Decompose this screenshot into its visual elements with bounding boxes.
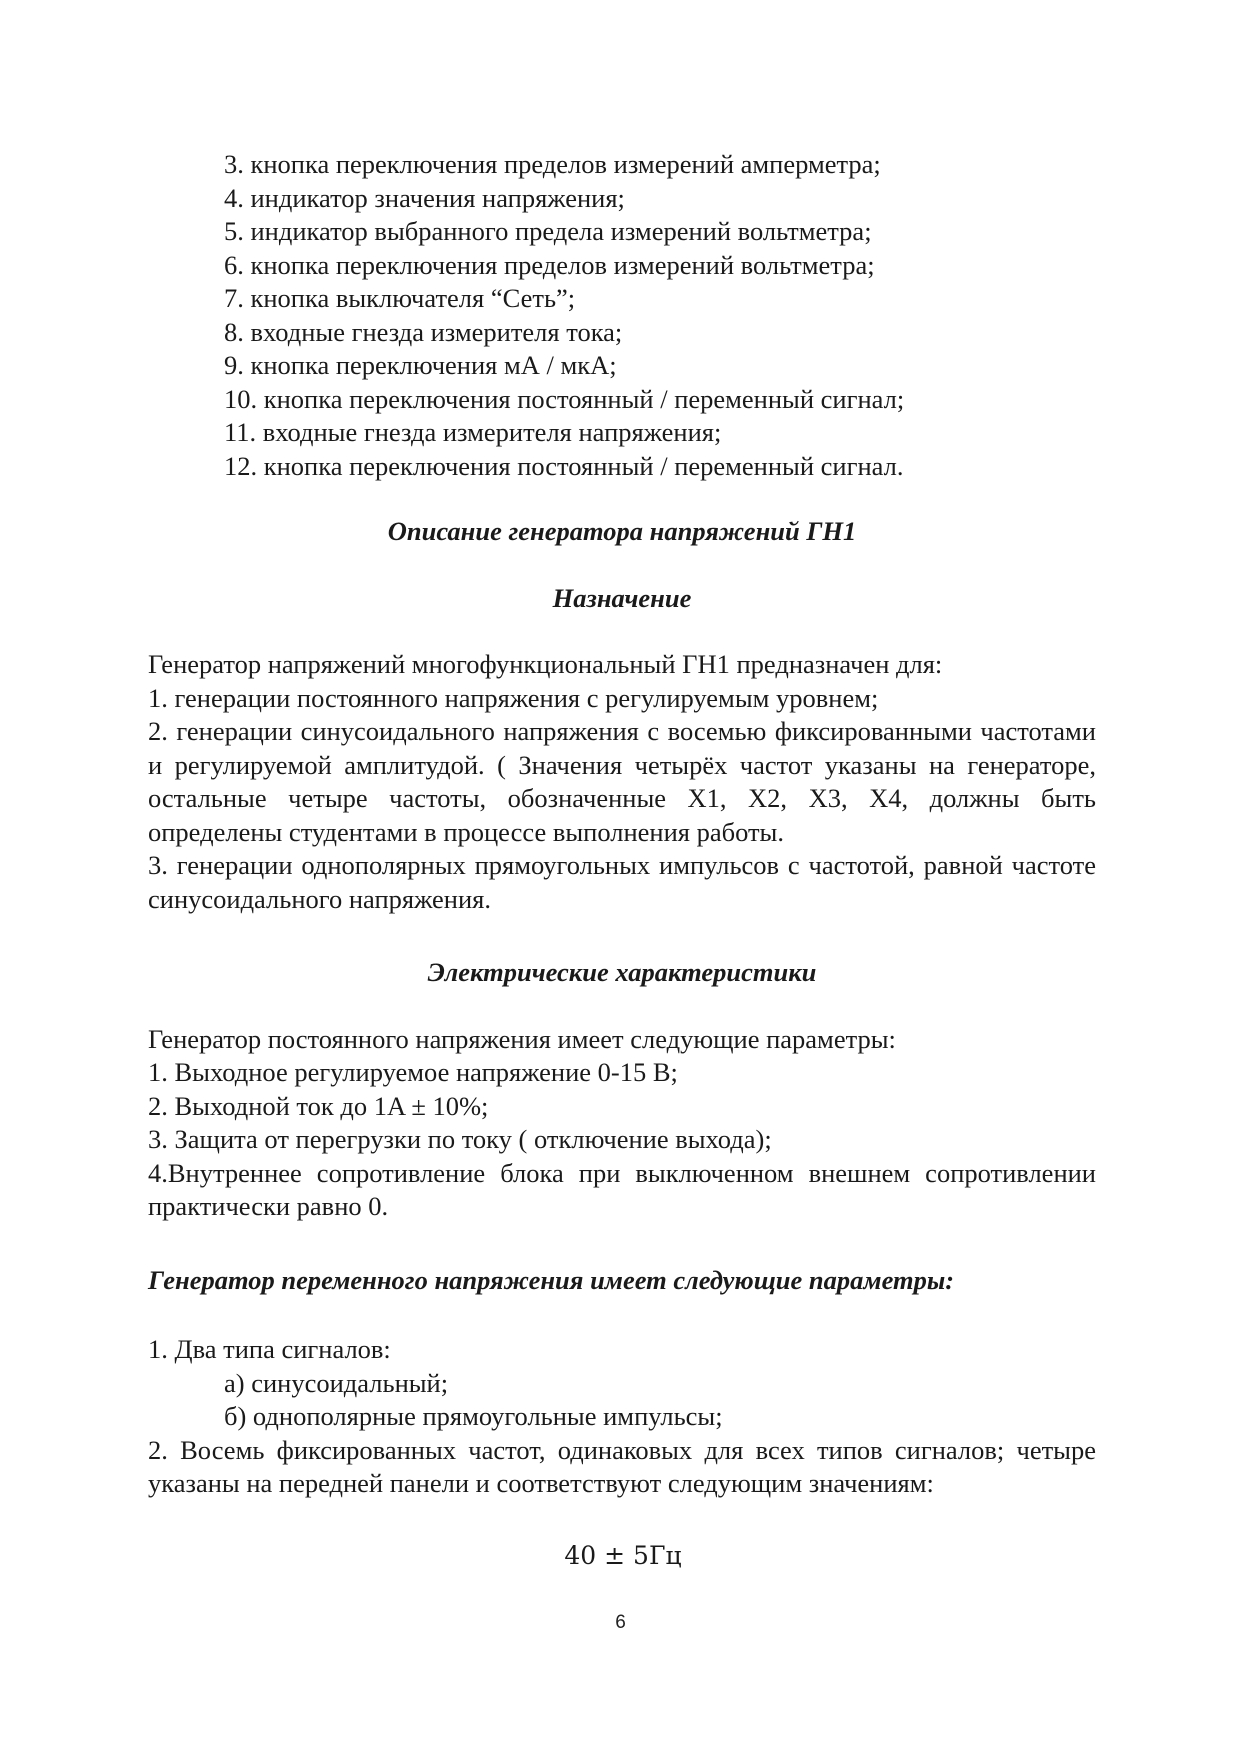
electric-item-2: 2. Выходной ток до 1A ± 10%; [148,1090,489,1121]
electric-intro: Генератор постоянного напряжения имеет следующие параметры: [148,1023,896,1054]
electric-item-1: 1. Выходное регулируемое напряжение 0-15 В; [148,1057,678,1087]
generator-heading: Описание генератора напряжений ГН1 [387,516,857,546]
component-list [224,148,1096,483]
page-content [148,148,1096,1597]
purpose-item-1: 1. генерации постоянного напряжения с регулируемым уровнем; [148,682,879,713]
list-item: 5. индикатор выбранного предела измерений вольтметра; [224,216,872,246]
list-item: 3. кнопка переключения пределов измерений амперметра; [224,149,881,179]
electric-item-4: 4.Внутреннее сопротивление блока при выключенном внешнем сопротивлении практически равно 0. [148,1157,1096,1221]
list-item: 6. кнопка переключения пределов измерений вольтметра; [224,249,875,280]
list-item: 12. кнопка переключения постоянный / переменный сигнал. [224,450,904,481]
purpose-heading: Назначение [552,582,692,613]
purpose-intro: Генератор напряжений многофункциональный ГН1 предназначен для: [148,649,943,679]
alt-item-1b: б) однополярные прямоугольные импульсы; [224,1401,723,1431]
list-item: 4. индикатор значения напряжения; [224,182,625,213]
purpose-item-3: 3. генерации однополярных прямоугольных импульсов с частотой, равной частоте синусоидального напряжения. [148,850,1096,914]
list-item: 7. кнопка выключателя “Сеть”; [224,283,576,313]
alt-generator-heading: Генератор переменного напряжения имеет следующие параметры: [148,1264,955,1295]
alt-item-2: 2. Восемь фиксированных частот, одинаковых для всех типов сигналов; четыре указаны на передней панели и соответствуют следующим значениям: [148,1434,1096,1498]
alt-item-1: 1. Два типа сигналов: [148,1334,391,1364]
list-item: 8. входные гнезда измерителя тока; [224,316,623,347]
list-item: 11. входные гнезда измерителя напряжения; [224,417,722,447]
list-item: 9. кнопка переключения мА / мкА; [224,350,617,380]
alt-item-1a: а) синусоидальный; [224,1367,449,1398]
electric-heading: Электрические характеристики [427,957,817,987]
electric-item-3: 3. Защита от перегрузки по току ( отключение выхода); [148,1124,772,1154]
purpose-item-2: 2. генерации синусоидального напряжения с восемью фиксированными частотами и регулируемой амплитудой. ( Значения четырёх частот указаны на генераторе, остальные четыре частоты, обозначенные Х1, Х2, Х3, Х4, должны быть определены студентами в процессе выполнения работы. [148,716,1096,847]
frequency-formula: 40 ± 5Гц [564,1540,682,1570]
list-item: 10. кнопка переключения постоянный / переменный сигнал; [224,383,905,414]
page-number: 6 [615,1612,626,1633]
